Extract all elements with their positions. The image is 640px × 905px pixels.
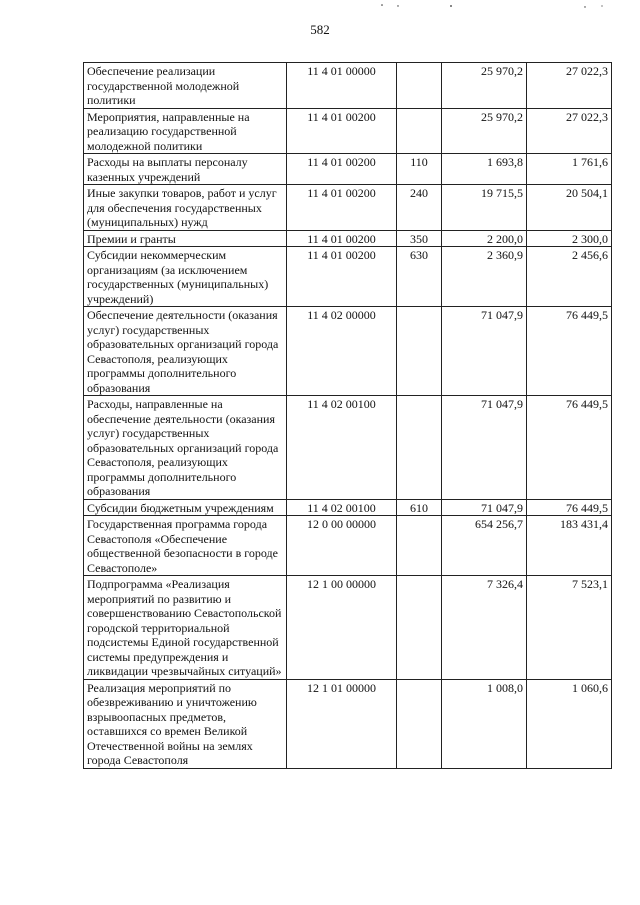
table-row bbox=[84, 516, 612, 576]
row-value-1: 71 047,9 bbox=[442, 499, 527, 516]
row-code: 11 4 01 00200 bbox=[287, 247, 397, 307]
row-value-2: 2 300,0 bbox=[527, 230, 612, 247]
row-name: Субсидии некоммерческим организациям (за исключением государственных (муниципальных) учреждений) bbox=[84, 247, 287, 307]
row-code: 12 1 00 00000 bbox=[287, 576, 397, 680]
row-vr bbox=[397, 576, 442, 680]
row-vr bbox=[397, 108, 442, 154]
row-name: Обеспечение реализации государственной молодежной политики bbox=[84, 63, 287, 109]
table-row bbox=[84, 154, 612, 185]
table-row bbox=[84, 679, 612, 768]
row-value-1: 2 360,9 bbox=[442, 247, 527, 307]
row-value-2: 2 456,6 bbox=[527, 247, 612, 307]
row-value-2: 76 449,5 bbox=[527, 499, 612, 516]
row-value-2: 27 022,3 bbox=[527, 108, 612, 154]
row-value-2: 27 022,3 bbox=[527, 63, 612, 109]
table-row bbox=[84, 185, 612, 231]
row-name: Премии и гранты bbox=[84, 230, 287, 247]
row-value-1: 654 256,7 bbox=[442, 516, 527, 576]
row-name: Государственная программа города Севастополя «Обеспечение общественной безопасности в городе Севастополе» bbox=[84, 516, 287, 576]
row-code: 12 0 00 00000 bbox=[287, 516, 397, 576]
row-value-1: 19 715,5 bbox=[442, 185, 527, 231]
row-vr: 110 bbox=[397, 154, 442, 185]
table-row bbox=[84, 247, 612, 307]
table-row bbox=[84, 108, 612, 154]
row-vr bbox=[397, 396, 442, 500]
row-code: 11 4 01 00200 bbox=[287, 154, 397, 185]
row-value-2: 20 504,1 bbox=[527, 185, 612, 231]
table-row bbox=[84, 396, 612, 500]
row-code: 11 4 01 00000 bbox=[287, 63, 397, 109]
row-name: Расходы на выплаты персоналу казенных учреждений bbox=[84, 154, 287, 185]
row-value-1: 1 008,0 bbox=[442, 679, 527, 768]
row-value-1: 2 200,0 bbox=[442, 230, 527, 247]
table-row bbox=[84, 63, 612, 109]
row-vr: 610 bbox=[397, 499, 442, 516]
row-value-2: 76 449,5 bbox=[527, 307, 612, 396]
row-value-2: 183 431,4 bbox=[527, 516, 612, 576]
table-row bbox=[84, 230, 612, 247]
row-code: 11 4 01 00200 bbox=[287, 230, 397, 247]
table-row bbox=[84, 499, 612, 516]
row-vr: 350 bbox=[397, 230, 442, 247]
row-code: 11 4 02 00000 bbox=[287, 307, 397, 396]
row-value-2: 1 060,6 bbox=[527, 679, 612, 768]
row-value-1: 25 970,2 bbox=[442, 108, 527, 154]
row-code: 12 1 01 00000 bbox=[287, 679, 397, 768]
page-number: 582 bbox=[310, 22, 330, 37]
row-value-2: 1 761,6 bbox=[527, 154, 612, 185]
row-value-2: 76 449,5 bbox=[527, 396, 612, 500]
row-code: 11 4 01 00200 bbox=[287, 185, 397, 231]
row-value-1: 71 047,9 bbox=[442, 396, 527, 500]
row-name: Мероприятия, направленные на реализацию государственной молодежной политики bbox=[84, 108, 287, 154]
row-code: 11 4 02 00100 bbox=[287, 396, 397, 500]
row-name: Расходы, направленные на обеспечение деятельности (оказания услуг) государственных образовательных организаций города Севастополя, реализующих программы дополнительного образования bbox=[84, 396, 287, 500]
row-vr: 240 bbox=[397, 185, 442, 231]
row-code: 11 4 02 00100 bbox=[287, 499, 397, 516]
row-vr bbox=[397, 307, 442, 396]
row-name: Субсидии бюджетным учреждениям bbox=[84, 499, 287, 516]
scan-specks bbox=[0, 0, 640, 12]
table-row bbox=[84, 576, 612, 680]
row-name: Реализация мероприятий по обезвреживанию и уничтожению взрывоопасных предметов, оставшихся со времен Великой Отечественной войны на землях города Севастополя bbox=[84, 679, 287, 768]
row-vr bbox=[397, 63, 442, 109]
row-name: Подпрограмма «Реализация мероприятий по развитию и совершенствованию Севастопольской городской территориальной подсистемы Единой государственной системы предупреждения и ликвидации чрезвычайных ситуаций» bbox=[84, 576, 287, 680]
budget-table bbox=[83, 62, 612, 769]
row-value-2: 7 523,1 bbox=[527, 576, 612, 680]
row-value-1: 71 047,9 bbox=[442, 307, 527, 396]
table-row bbox=[84, 307, 612, 396]
row-vr bbox=[397, 516, 442, 576]
row-vr bbox=[397, 679, 442, 768]
row-value-1: 25 970,2 bbox=[442, 63, 527, 109]
row-name: Иные закупки товаров, работ и услуг для обеспечения государственных (муниципальных) нужд bbox=[84, 185, 287, 231]
row-code: 11 4 01 00200 bbox=[287, 108, 397, 154]
row-value-1: 1 693,8 bbox=[442, 154, 527, 185]
row-name: Обеспечение деятельности (оказания услуг) государственных образовательных организаций города Севастополя, реализующих программы дополнительного образования bbox=[84, 307, 287, 396]
row-vr: 630 bbox=[397, 247, 442, 307]
row-value-1: 7 326,4 bbox=[442, 576, 527, 680]
